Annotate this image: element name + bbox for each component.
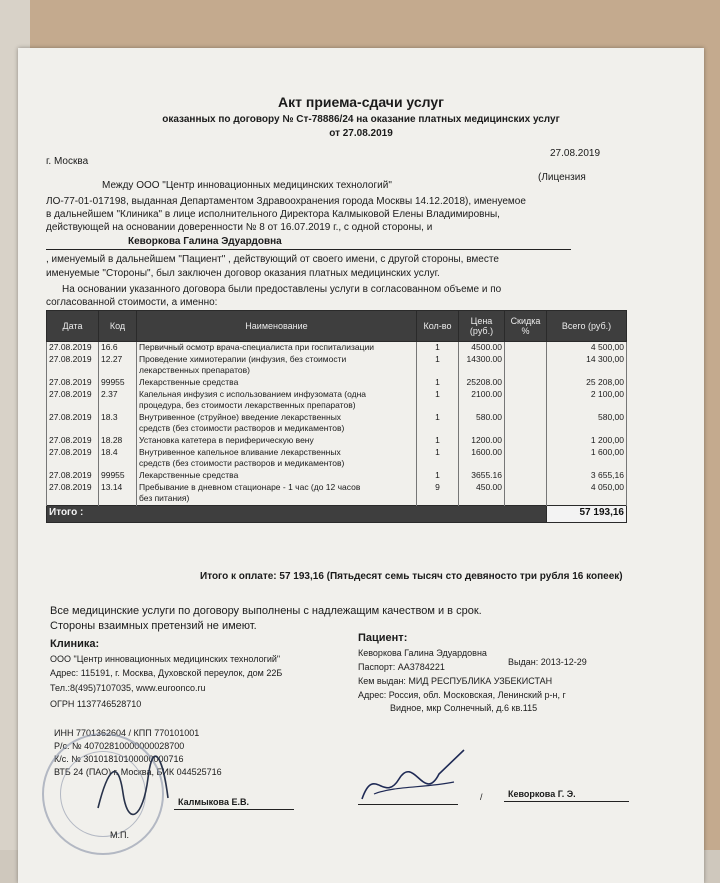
stamp-mp: М.П. xyxy=(110,830,129,840)
cell-name-line: Установка катетера в периферическую вену xyxy=(139,435,314,445)
clinic-address: Адрес: 115191, г. Москва, Духовской переулок, дом 22Б xyxy=(50,668,283,678)
cell-name-line: Внутривенное капельное вливание лекарственных xyxy=(139,447,341,457)
cell-code: 99955 xyxy=(99,377,137,389)
services-table xyxy=(46,310,627,523)
patient-signer-line xyxy=(504,801,629,802)
table-row xyxy=(47,412,627,435)
cell-discount xyxy=(505,470,547,482)
act-title: Акт приема-сдачи услуг xyxy=(278,94,444,110)
cell-date: 27.08.2019 xyxy=(47,354,99,377)
cell-code: 18.28 xyxy=(99,435,137,447)
clinic-name: ООО "Центр инновационных медицинских технологий" xyxy=(50,654,281,664)
cell-total: 1 600,00 xyxy=(547,447,627,470)
cell-qty: 1 xyxy=(417,470,459,482)
patient-signature-line xyxy=(358,804,458,805)
intro-line-8: согласованной стоимости, а именно: xyxy=(46,297,218,308)
cell-name-line: Капельная инфузия с использованием инфузомата (одна xyxy=(139,389,367,399)
clinic-ks: К/с. № 30101810100000000716 xyxy=(54,754,184,764)
clinic-heading: Клиника: xyxy=(50,638,100,650)
document-page xyxy=(18,48,704,883)
patient-name: Кеворкова Галина Эдуардовна xyxy=(358,648,487,658)
cell-date: 27.08.2019 xyxy=(47,389,99,412)
cell-name-line: Первичный осмотр врача-специалиста при госпитализации xyxy=(139,342,374,352)
cell-price: 4500.00 xyxy=(459,342,505,355)
cell-total: 14 300,00 xyxy=(547,354,627,377)
clinic-ogrn: ОГРН 1137746528710 xyxy=(50,699,142,709)
cell-name xyxy=(137,482,417,506)
col-header-code: Код xyxy=(99,311,137,342)
intro-line-4: действующей на основании доверенности № 8 от 16.07.2019 г., с одной стороны, и xyxy=(46,222,433,233)
clinic-signature-line xyxy=(174,809,294,810)
cell-discount xyxy=(505,447,547,470)
cell-name-line: процедура, без стоимости лекарственных препаратов) xyxy=(139,400,356,410)
cell-total: 1 200,00 xyxy=(547,435,627,447)
document-date: 27.08.2019 xyxy=(550,148,601,159)
patient-address-1: Адрес: Россия, обл. Московская, Ленинский р-н, г xyxy=(358,690,566,700)
intro-license: (Лицензия xyxy=(538,172,586,183)
cell-date: 27.08.2019 xyxy=(47,482,99,506)
cell-qty: 9 xyxy=(417,482,459,506)
cell-qty: 1 xyxy=(417,354,459,377)
col-header-qty: Кол-во xyxy=(417,311,459,342)
patient-heading: Пациент: xyxy=(358,632,408,644)
patient-signer: Кеворкова Г. Э. xyxy=(508,789,576,799)
table-total-row xyxy=(47,506,627,523)
patient-issued-date: Выдан: 2013-12-29 xyxy=(508,657,587,667)
cell-price: 2100.00 xyxy=(459,389,505,412)
patient-name-inline: Кеворкова Галина Эдуардовна xyxy=(128,236,282,247)
table-row xyxy=(47,389,627,412)
cell-name xyxy=(137,447,417,470)
cell-name-line: Лекарственные средства xyxy=(139,377,239,387)
cell-name xyxy=(137,389,417,412)
cell-name xyxy=(137,435,417,447)
cell-name-line: Внутривенное (струйное) введение лекарственных xyxy=(139,412,342,422)
conclusion-line-1: Все медицинские услуги по договору выполнены с надлежащим качеством и в срок. xyxy=(50,605,482,617)
cell-code: 12.27 xyxy=(99,354,137,377)
table-row xyxy=(47,377,627,389)
cell-name-line: Лекарственные средства xyxy=(139,470,239,480)
cell-qty: 1 xyxy=(417,412,459,435)
patient-passport: Паспорт: АА3784221 xyxy=(358,662,445,672)
cell-name xyxy=(137,354,417,377)
intro-line-6: именуемые "Стороны", был заключен договор оказания платных медицинских услуг. xyxy=(46,268,440,279)
cell-total: 25 208,00 xyxy=(547,377,627,389)
cell-qty: 1 xyxy=(417,377,459,389)
table-row xyxy=(47,342,627,355)
patient-name-underline xyxy=(46,249,571,250)
cell-discount xyxy=(505,342,547,355)
clinic-signature xyxy=(88,748,178,828)
cell-name xyxy=(137,377,417,389)
conclusion-line-2: Стороны взаимных претензий не имеют. xyxy=(50,620,257,632)
total-value: 57 193,16 xyxy=(547,506,627,523)
cell-date: 27.08.2019 xyxy=(47,377,99,389)
intro-line-2: ЛО-77-01-017198, выданная Департаментом Здравоохранения города Москвы 14.12.2018), именуемое xyxy=(46,196,526,207)
col-header-discount: Скидка % xyxy=(505,311,547,342)
col-header-name: Наименование xyxy=(137,311,417,342)
patient-address-2: Видное, мкр Солнечный, д.6 кв.115 xyxy=(390,703,538,713)
cell-date: 27.08.2019 xyxy=(47,447,99,470)
cell-discount xyxy=(505,412,547,435)
services-table-body xyxy=(47,342,627,506)
cell-discount xyxy=(505,354,547,377)
table-row xyxy=(47,447,627,470)
cell-name-line: Проведение химиотерапии (инфузия, без стоимости xyxy=(139,354,347,364)
patient-signature-slash: / xyxy=(480,792,483,802)
cell-code: 18.4 xyxy=(99,447,137,470)
cell-name-line: лекарственных препаратов) xyxy=(139,365,250,375)
cell-discount xyxy=(505,435,547,447)
place: г. Москва xyxy=(46,156,89,167)
cell-code: 2.37 xyxy=(99,389,137,412)
cell-price: 14300.00 xyxy=(459,354,505,377)
clinic-inn: ИНН 7701362604 / КПП 770101001 xyxy=(54,728,200,738)
clinic-signer: Калмыкова Е.В. xyxy=(178,797,249,807)
patient-issued-by: Кем выдан: МИД РЕСПУБЛИКА УЗБЕКИСТАН xyxy=(358,676,553,686)
cell-price: 25208.00 xyxy=(459,377,505,389)
clinic-phone: Тел.:8(495)7107035, www.euroonco.ru xyxy=(50,683,206,693)
cell-price: 1200.00 xyxy=(459,435,505,447)
table-row xyxy=(47,435,627,447)
cell-discount xyxy=(505,377,547,389)
table-row xyxy=(47,482,627,506)
cell-name xyxy=(137,470,417,482)
cell-date: 27.08.2019 xyxy=(47,470,99,482)
cell-date: 27.08.2019 xyxy=(47,342,99,355)
col-header-total: Всего (руб.) xyxy=(547,311,627,342)
cell-total: 4 050,00 xyxy=(547,482,627,506)
cell-code: 99955 xyxy=(99,470,137,482)
intro-line-1: Между ООО "Центр инновационных медицинских технологий" xyxy=(102,180,392,191)
cell-price: 3655.16 xyxy=(459,470,505,482)
cell-code: 13.14 xyxy=(99,482,137,506)
cell-qty: 1 xyxy=(417,342,459,355)
total-label: Итого : xyxy=(47,506,547,523)
cell-code: 16.6 xyxy=(99,342,137,355)
cell-name-line: Пребывание в дневном стационаре - 1 час (до 12 часов xyxy=(139,482,361,492)
cell-qty: 1 xyxy=(417,435,459,447)
cell-code: 18.3 xyxy=(99,412,137,435)
table-header-row xyxy=(47,311,627,342)
cell-total: 3 655,16 xyxy=(547,470,627,482)
cell-price: 1600.00 xyxy=(459,447,505,470)
cell-name xyxy=(137,412,417,435)
cell-price: 580.00 xyxy=(459,412,505,435)
clinic-rs: Р/с. № 40702810000000028700 xyxy=(54,741,185,751)
cell-date: 27.08.2019 xyxy=(47,412,99,435)
total-to-pay: Итого к оплате: 57 193,16 (Пятьдесят семь тысяч сто девяносто три рубля 16 копеек) xyxy=(200,571,623,582)
cell-total: 580,00 xyxy=(547,412,627,435)
act-date-line: от 27.08.2019 xyxy=(329,128,393,139)
cell-name-line: средств (без стоимости растворов и медикаментов) xyxy=(139,423,345,433)
table-row xyxy=(47,470,627,482)
clinic-bank: ВТБ 24 (ПАО) г. Москва, БИК 044525716 xyxy=(54,767,222,777)
col-header-date: Дата xyxy=(47,311,99,342)
cell-date: 27.08.2019 xyxy=(47,435,99,447)
cell-total: 2 100,00 xyxy=(547,389,627,412)
table-row xyxy=(47,354,627,377)
cell-total: 4 500,00 xyxy=(547,342,627,355)
cell-price: 450.00 xyxy=(459,482,505,506)
intro-line-5: , именуемый в дальнейшем "Пациент" , действующий от своего имени, с другой стороны, вместе xyxy=(46,254,499,265)
cell-discount xyxy=(505,482,547,506)
cell-name-line: без питания) xyxy=(139,493,190,503)
intro-line-3: в дальнейшем "Клиника" в лице исполнительного Директора Калмыковой Елены Владимировны, xyxy=(46,209,500,220)
cell-name xyxy=(137,342,417,355)
cell-qty: 1 xyxy=(417,389,459,412)
cell-discount xyxy=(505,389,547,412)
act-subtitle: оказанных по договору № Ст-78886/24 на оказание платных медицинских услуг xyxy=(162,114,560,125)
intro-line-7: На основании указанного договора были предоставлены услуги в согласованном объеме и по xyxy=(62,284,502,295)
cell-name-line: средств (без стоимости растворов и медикаментов) xyxy=(139,458,345,468)
cell-qty: 1 xyxy=(417,447,459,470)
col-header-price: Цена (руб.) xyxy=(459,311,505,342)
